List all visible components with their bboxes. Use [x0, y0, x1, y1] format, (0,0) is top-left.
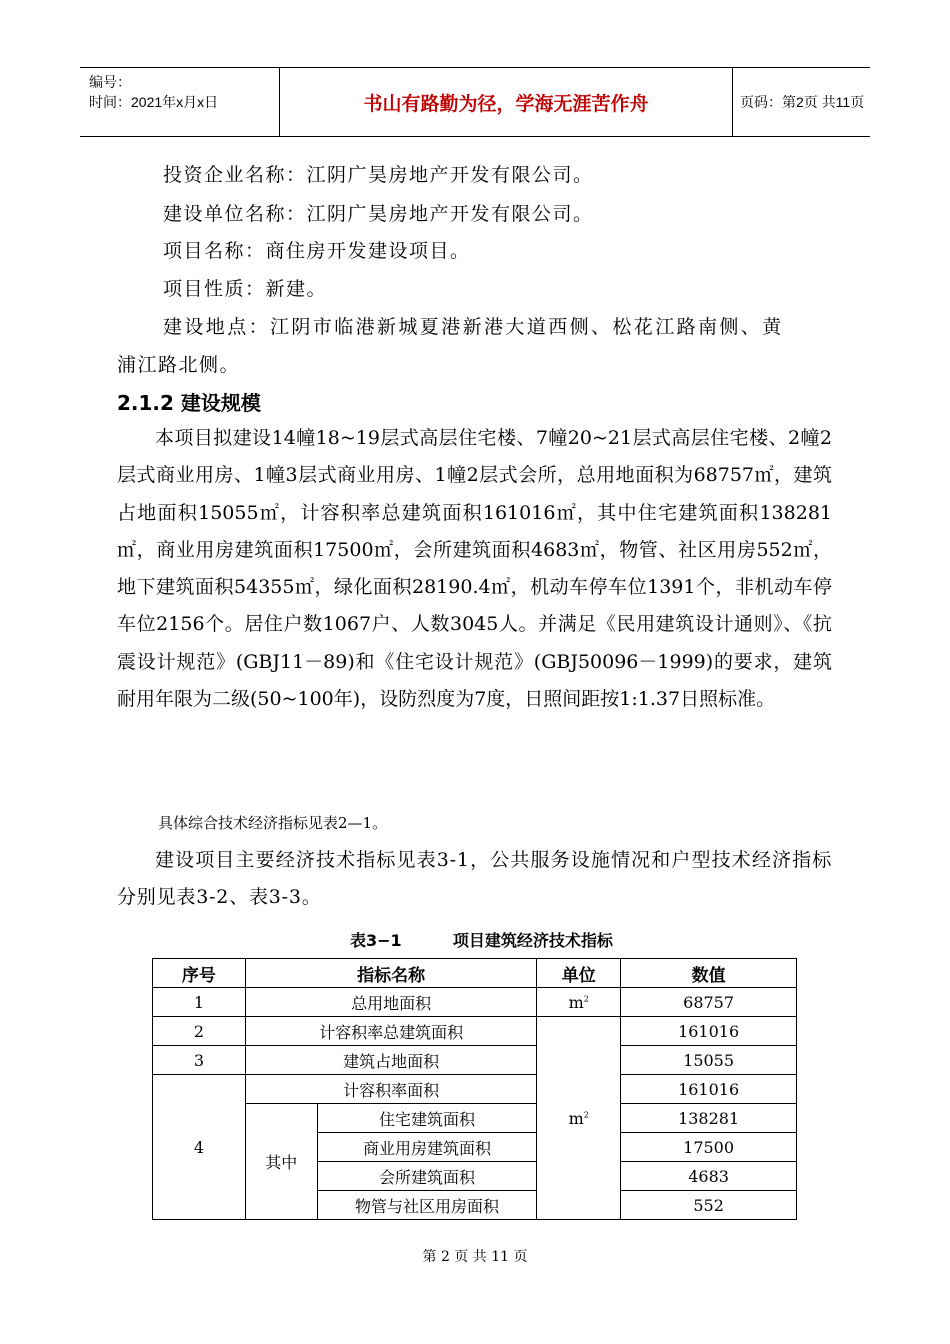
table-row: [153, 988, 797, 1017]
row-value: 161016: [621, 1075, 797, 1104]
row-unit: [537, 988, 621, 1017]
table-row: [153, 1017, 797, 1046]
scale-text-8: ，绿化面积28190.4㎡: [314, 576, 511, 599]
section-heading: 2.1.2 建设规模: [117, 391, 261, 415]
builder-line: 建设单位名称：江阴广昊房地产开发有限公司。: [163, 203, 594, 225]
scale-text-2: ，计容积率总建筑面积161016㎡: [280, 501, 577, 524]
page-header: [80, 67, 870, 137]
row-name: 商业用房建筑面积: [317, 1133, 537, 1162]
row-name: 会所建筑面积: [317, 1162, 537, 1191]
row-no: 2: [153, 1017, 246, 1046]
header-meta: [80, 68, 280, 136]
table-caption: [350, 928, 613, 951]
page-footer: 第 2 页 共 11 页: [422, 1249, 528, 1265]
unit-sup: 2: [583, 994, 589, 1004]
row-name: 住宅建筑面积: [317, 1104, 537, 1133]
row-value: 4683: [621, 1162, 797, 1191]
investor-line: 投资企业名称：江阴广昊房地产开发有限公司。: [163, 164, 594, 186]
scale-text-3: ，其中住宅建筑面积138281㎡: [117, 501, 832, 561]
row-no: 4: [153, 1075, 246, 1220]
row-no: 3: [153, 1046, 246, 1075]
col-header-no: 序号: [153, 959, 246, 988]
sub-group-label: 其中: [245, 1104, 317, 1220]
table-row: [153, 1046, 797, 1075]
row-value: 552: [621, 1191, 797, 1220]
indicator-paragraph: 建设项目主要经济技术指标见表3-1，公共服务设施情况和户型技术经济指标分别见表3-2、表3-3。: [117, 849, 832, 909]
scale-text-1: 本项目拟建设14幢18~19层式高层住宅楼、7幢20~21层式高层住宅楼、2幢2层式商业用房、1幢3层式商业用房、1幢2层式会所，总用地面积为68757㎡，建筑占地面积15055㎡: [117, 427, 832, 524]
row-value: 15055: [621, 1046, 797, 1075]
row-name: 计容积率总建筑面积: [245, 1017, 536, 1046]
row-value: 17500: [621, 1133, 797, 1162]
table-row: [153, 1075, 797, 1104]
scale-text-7: ，地下建筑面积54355㎡: [117, 538, 832, 599]
table-number: 表3−1: [350, 931, 402, 950]
header-motto: 书山有路勤为径，学海无涯苦作舟: [280, 68, 733, 136]
row-value: 68757: [621, 988, 797, 1017]
header-page-info: 页码：第2页 共11页: [740, 94, 865, 110]
indicator-table: [152, 958, 797, 1220]
location-line-1: 建设地点：江阴市临港新城夏港新港大道西侧、松花江路南侧、黄: [163, 316, 784, 338]
project-name-line: 项目名称：商住房开发建设项目。: [163, 240, 471, 262]
table-header-row: [153, 959, 797, 988]
row-name: 建筑占地面积: [245, 1046, 536, 1075]
scale-text-6: ，物管、社区用房552㎡: [599, 538, 813, 561]
scale-text-9: ，机动车停车位1391个，非机动车停车位2156个。居住户数1067户、人数3045人。并满足《民用建筑设计通则》、《抗震设计规范》(GBJ11－89)和《住宅设计规范》(GBJ50096－1999)的要求，建筑耐用年限为二级(50~100年)，设防烈度为7度，日照间距按1:1.37日照标准。: [117, 576, 833, 711]
table-title: 项目建筑经济技术指标: [452, 931, 613, 950]
scale-text-5: ，会所建筑面积4683㎡: [393, 538, 600, 561]
row-unit-merged: [537, 1017, 621, 1220]
see-table-note: 具体综合技术经济指标见表2—1。: [158, 814, 388, 832]
unit-text: m: [568, 992, 584, 1012]
document-number: 编号：: [89, 74, 131, 90]
row-name: 物管与社区用房面积: [317, 1191, 537, 1220]
scale-text-4: ，商业用房建筑面积17500㎡: [136, 538, 394, 561]
project-nature-line: 项目性质：新建。: [163, 278, 328, 300]
location-line-2: 浦江路北侧。: [117, 354, 241, 376]
row-value: 161016: [621, 1017, 797, 1046]
unit-text: m: [568, 1108, 584, 1128]
row-no: 1: [153, 988, 246, 1017]
unit-sup: 2: [583, 1110, 589, 1120]
document-date: 时间：2021年x月x日: [89, 94, 219, 110]
row-name: 计容积率面积: [245, 1075, 536, 1104]
row-name: 总用地面积: [245, 988, 536, 1017]
col-header-unit: 单位: [537, 959, 621, 988]
table-row: [153, 1104, 797, 1133]
row-value: 138281: [621, 1104, 797, 1133]
col-header-name: 指标名称: [245, 959, 536, 988]
scale-paragraph: [117, 420, 832, 718]
col-header-value: 数值: [621, 959, 797, 988]
